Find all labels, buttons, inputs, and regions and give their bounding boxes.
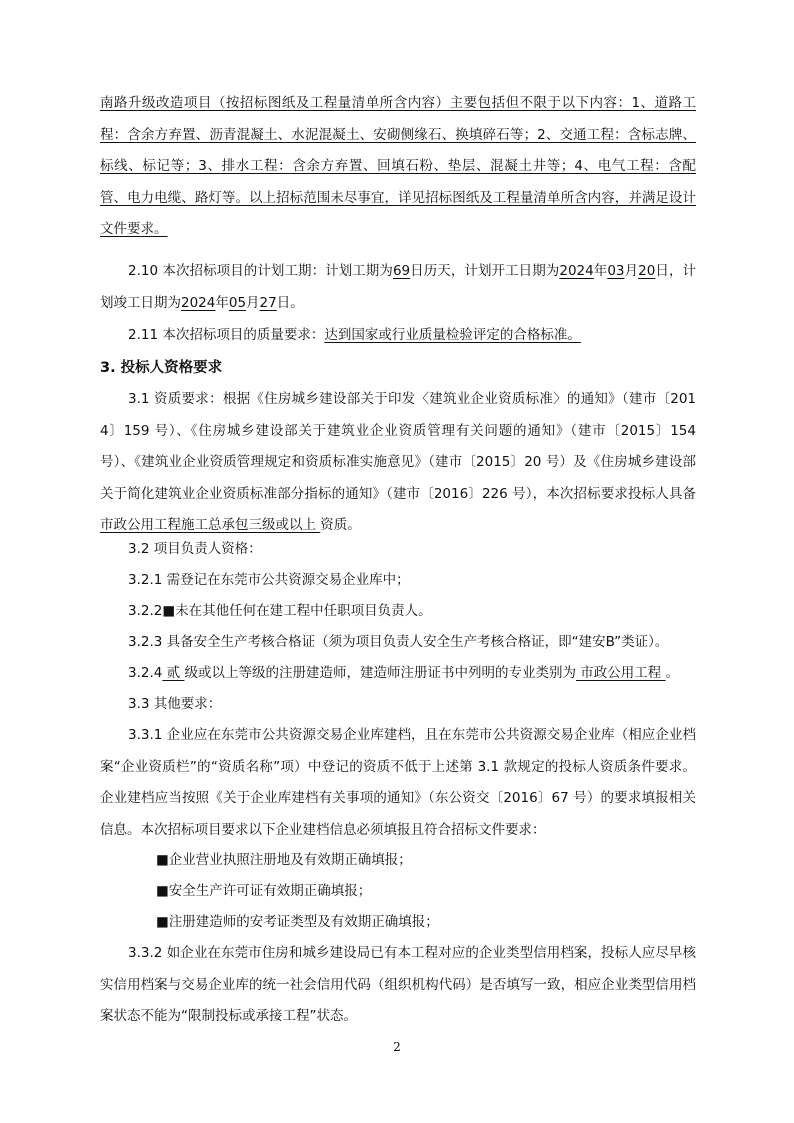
- year-char: 年: [593, 263, 608, 279]
- month-char: 月: [246, 294, 260, 311]
- list-item: ■企业营业执照注册地及有效期正确填报；: [156, 852, 412, 868]
- paragraph-3-1-qualification: [100, 384, 696, 542]
- end-year: 2024: [181, 294, 216, 311]
- list-item: ■安全生产许可证有效期正确填报；: [156, 883, 372, 899]
- paragraph-3-2: 3.2 项目负责人资格：: [128, 541, 262, 557]
- start-day: 20: [638, 263, 656, 279]
- engineer-grade: 贰: [162, 665, 185, 681]
- engineer-suffix: 。: [665, 665, 680, 681]
- end-month: 05: [228, 294, 247, 311]
- schedule-suffix: 日。: [276, 294, 304, 311]
- paragraph-3-3-2: 3.3.2 如企业在东莞市住房和城乡建设局已有本工程对应的企业类型信用档案，投标人应尽早核实信用档案与交易企业库的统一社会信用代码（组织机构代码）是否填写一致，相应企业类型信用档案状态不能为“限制投标或承接工程”状态。: [100, 945, 696, 1024]
- schedule-prefix: 2.10 本次招标项目的计划工期：计划工期为: [128, 263, 393, 279]
- planned-duration-days: 69: [392, 263, 411, 279]
- paragraph-3-2-1: 3.2.1 需登记在东莞市公共资源交易企业库中；: [128, 572, 410, 588]
- engineer-prefix: 3.2.4: [128, 665, 163, 681]
- quality-prefix: 2.11 本次招标项目的质量要求：: [128, 327, 325, 343]
- engineer-specialty: 市政公用工程: [575, 665, 666, 681]
- paragraph-3-3-1: 3.3.1 企业应在东莞市公共资源交易企业库建档，且在东莞市公共资源交易企业库（相应企业档案“企业资质栏”的“资质名称”项）中登记的资质不低于上述第 3.1 款规定的投标人资质条件要求。企业建档应当按照《关于企业库建档有关事项的通知》（东公资交〔2016〕67 号）的要求填报相关信息。本次招标项目要求以下企业建档信息必须填报且符合招标文件要求：: [100, 727, 696, 838]
- paragraph-3-2-2: 3.2.2■未在其他任何在建工程中任职项目负责人。: [128, 603, 432, 619]
- schedule-mid1: 日历天，计划开工日期为: [410, 263, 560, 279]
- qualification-value: 市政公用工程施工总承包三级或以上: [100, 517, 321, 533]
- paragraph-3-3: 3.3 其他要求：: [128, 696, 222, 712]
- section-3-heading: 3. 投标人资格要求: [100, 360, 223, 376]
- start-year: 2024: [559, 263, 594, 279]
- qualification-prefix: 3.1 资质要求：根据《住房城乡建设部关于印发〈建筑业企业资质标准〉的通知》（建市〔2014〕159 号）、《住房城乡建设部关于建筑业企业资质管理有关问题的通知》（建市〔2015〕154 号）、《建筑业企业资质管理规定和资质标准实施意见》（建市〔2015〕20 号）及《住房城乡建设部关于简化建筑业企业资质标准部分指标的通知》（建市〔2016〕226 号），本次招标要求投标人具备: [100, 391, 696, 502]
- paragraph-3-2-3: 3.2.3 具备安全生产考核合格证（须为项目负责人安全生产考核合格证，即“建安B”类证）。: [128, 634, 669, 650]
- qualification-suffix: 资质。: [320, 517, 361, 533]
- start-month: 03: [607, 263, 625, 279]
- paragraph-3-2-4: [100, 658, 696, 690]
- paragraph-bid-scope: [100, 88, 696, 246]
- month-char: 月: [624, 263, 639, 279]
- paragraph-2-10-schedule: [100, 256, 696, 319]
- quality-requirement: 达到国家或行业质量检验评定的合格标准。: [324, 327, 581, 343]
- end-day: 27: [259, 294, 277, 311]
- bid-scope-text: 南路升级改造项目（按招标图纸及工程量清单所含内容）主要包括但不限于以下内容：1、道路工程：含余方弃置、沥青混凝土、水泥混凝土、安砌侧缘石、换填碎石等；2、交通工程：含标志牌、标线、标记等；3、排水工程：含余方弃置、回填石粉、垫层、混凝土井等；4、电气工程：含配管、电力电缆、路灯等。以上招标范围未尽事宜，详见招标图纸及工程量清单所含内容，并满足设计文件要求。: [100, 95, 696, 237]
- paragraph-2-11-quality: [100, 320, 696, 352]
- page-number: 2: [393, 1040, 401, 1054]
- year-char: 年: [215, 294, 229, 311]
- list-item: ■注册建造师的安考证类型及有效期正确填报；: [156, 914, 439, 930]
- engineer-mid: 级或以上等级的注册建造师，建造师注册证书中列明的专业类别为: [184, 665, 576, 681]
- schedule-mid2: 日，计划竣工日期为: [100, 263, 697, 311]
